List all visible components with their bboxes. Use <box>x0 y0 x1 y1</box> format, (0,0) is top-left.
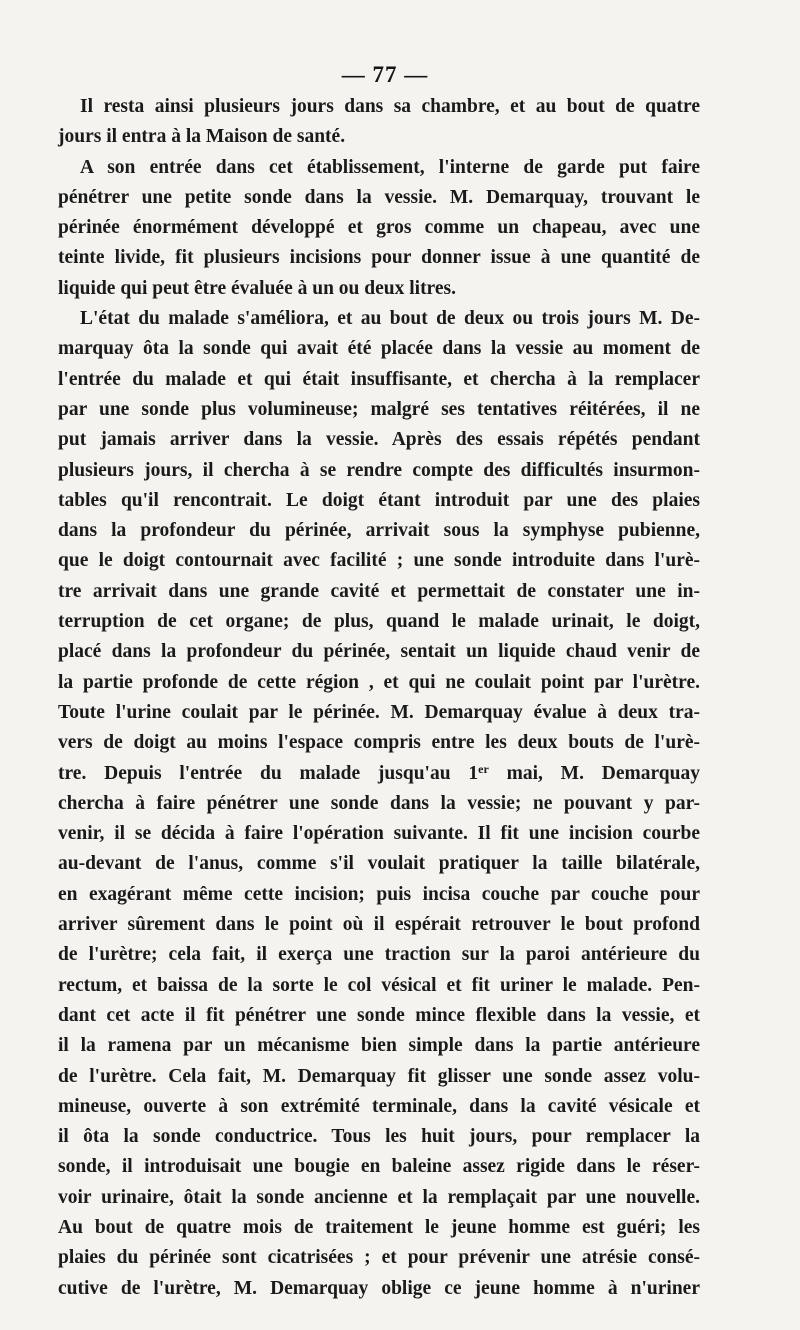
text-line: A son entrée dans cet établissement, l'interne de garde put faire <box>80 156 700 178</box>
text-line: liquide qui peut être évaluée à un ou deux litres. <box>58 277 456 299</box>
text-line: Au bout de quatre mois de traitement le jeune homme est guéri; les <box>58 1216 700 1238</box>
text-line: dans la profondeur du périnée, arrivait sous la symphyse pubienne, <box>58 520 700 542</box>
text-line: sonde, il introduisait une bougie en baleine assez rigide dans le réser- <box>58 1156 700 1178</box>
text-line: rectum, et baissa de la sorte le col vésical et fit uriner le malade. Pen- <box>58 974 700 996</box>
text-line: par une sonde plus volumineuse; malgré ses tentatives réitérées, il ne <box>58 398 700 420</box>
text-line: que le doigt contournait avec facilité ; une sonde introduite dans l'urè- <box>58 550 700 572</box>
text-line: la partie profonde de cette région , et qui ne coulait point par l'urètre. <box>58 671 700 693</box>
text-line: il la ramena par un mécanisme bien simple dans la partie antérieure <box>58 1035 700 1057</box>
text-line: vers de doigt au moins l'espace compris entre les deux bouts de l'urè- <box>58 732 700 754</box>
text-line: put jamais arriver dans la vessie. Après des essais répétés pendant <box>58 429 700 451</box>
text-line: L'état du malade s'améliora, et au bout de deux ou trois jours M. De- <box>80 308 700 330</box>
text-line: périnée énormément développé et gros comme un chapeau, avec une <box>58 217 700 239</box>
text-line: arriver sûrement dans le point où il espérait retrouver le bout profond <box>58 914 700 936</box>
text-line: pénétrer une petite sonde dans la vessie. M. Demarquay, trouvant le <box>58 186 700 208</box>
text-line: plusieurs jours, il chercha à se rendre compte des difficultés insurmon- <box>58 459 700 481</box>
text-line: Toute l'urine coulait par le périnée. M. Demarquay évalue à deux tra- <box>58 701 700 723</box>
text-line: chercha à faire pénétrer une sonde dans la vessie; ne pouvant y par- <box>58 792 700 814</box>
text-line: tre. Depuis l'entrée du malade jusqu'au 1er mai, M. Demarquay <box>58 761 700 784</box>
text-line: placé dans la profondeur du périnée, sentait un liquide chaud venir de <box>58 641 700 663</box>
body-text <box>58 92 700 1304</box>
text-line: il ôta la sonde conductrice. Tous les huit jours, pour remplacer la <box>58 1126 700 1148</box>
text-line: marquay ôta la sonde qui avait été placée dans la vessie au moment de <box>58 338 700 360</box>
text-line: jours il entra à la Maison de santé. <box>58 126 346 148</box>
page-number: — 77 — <box>341 62 429 87</box>
text-line: voir urinaire, ôtait la sonde ancienne et la remplaçait par une nouvelle. <box>58 1186 700 1208</box>
text-line: de l'urètre. Cela fait, M. Demarquay fit glisser une sonde assez volu- <box>58 1065 700 1087</box>
text-line: tables qu'il rencontrait. Le doigt étant introduit par une des plaies <box>58 489 700 511</box>
text-line: cutive de l'urètre, M. Demarquay oblige ce jeune homme à n'uriner <box>58 1277 700 1299</box>
text-line: au-devant de l'anus, comme s'il voulait pratiquer la taille bilatérale, <box>58 853 700 875</box>
text-line: en exagérant même cette incision; puis incisa couche par couche pour <box>58 883 700 905</box>
text-line: tre arrivait dans une grande cavité et permettait de constater une in- <box>58 580 700 602</box>
text-line: mineuse, ouverte à son extrémité terminale, dans la cavité vésicale et <box>58 1095 700 1117</box>
text-line: venir, il se décida à faire l'opération suivante. Il fit une incision courbe <box>58 823 700 845</box>
text-line: de l'urètre; cela fait, il exerça une traction sur la paroi antérieure du <box>58 944 700 966</box>
ordinal-suffix: er <box>478 761 489 776</box>
text-line: terruption de cet organe; de plus, quand le malade urinait, le doigt, <box>58 611 700 633</box>
text-line: l'entrée du malade et qui était insuffisante, et chercha à la remplacer <box>58 368 700 390</box>
text-line: dant cet acte il fit pénétrer une sonde mince flexible dans la vessie, et <box>58 1004 700 1026</box>
text-line: plaies du périnée sont cicatrisées ; et pour prévenir une atrésie consé- <box>58 1247 700 1269</box>
text-line: Il resta ainsi plusieurs jours dans sa chambre, et au bout de quatre <box>80 96 700 117</box>
text-line: teinte livide, fit plusieurs incisions pour donner issue à une quantité de <box>58 247 700 269</box>
